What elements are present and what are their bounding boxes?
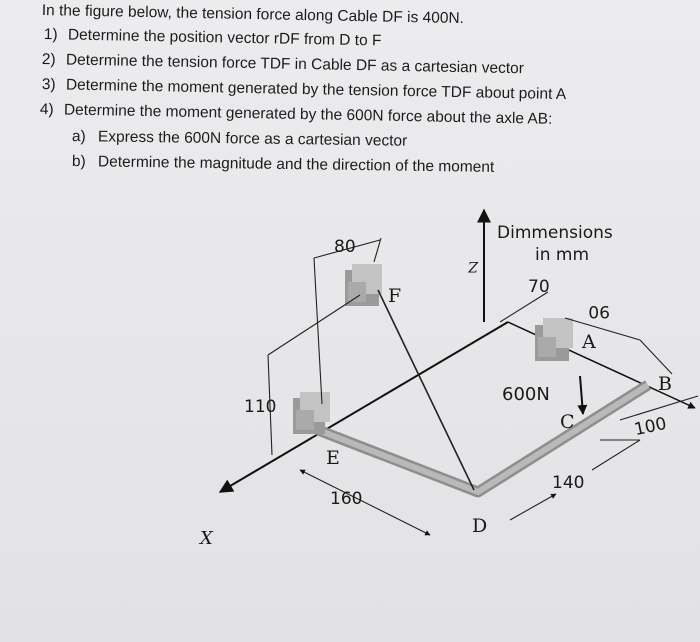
subquestion-text: Express the 600N force as a cartesian vector bbox=[97, 128, 408, 150]
axis-x-label: X bbox=[200, 528, 213, 549]
question-number: 4) bbox=[39, 101, 54, 119]
question-text: Determine the moment generated by the 600N force about the axle AB: bbox=[63, 101, 553, 128]
point-e-label: E bbox=[326, 447, 340, 469]
force-600n-arrow bbox=[580, 376, 583, 414]
dimensions-title: Dimmensions bbox=[497, 223, 613, 243]
question-text: Determine the position vector rDF from D to F bbox=[67, 26, 382, 50]
subquestion-text: Determine the magnitude and the direction of the moment bbox=[97, 153, 495, 176]
dim-110-label: 110 bbox=[244, 397, 277, 417]
dimensions-units: in mm bbox=[535, 245, 590, 265]
subquestion-number: a) bbox=[71, 128, 86, 146]
question-text: Determine the moment generated by the tension force TDF about point A bbox=[65, 76, 567, 104]
point-a-label: A bbox=[582, 331, 596, 353]
point-c-label: C bbox=[560, 411, 575, 433]
problem-intro: In the figure below, the tension force along Cable DF is 400N. bbox=[41, 2, 465, 28]
force-600n-label: 600N bbox=[502, 384, 550, 405]
dim-80-label: 80 bbox=[334, 237, 356, 257]
axis-z-label: Z bbox=[468, 258, 478, 274]
dim-90-label: 90 bbox=[588, 301, 610, 321]
dim-160-label: 160 bbox=[330, 489, 363, 509]
point-b-label: B bbox=[658, 373, 672, 395]
bracket-f bbox=[345, 264, 382, 306]
subquestion-number: b) bbox=[71, 153, 86, 171]
dim-100-label: 100 bbox=[632, 413, 669, 441]
question-text: Determine the tension force TDF in Cable DF as a cartesian vector bbox=[65, 51, 525, 78]
dim-70-label: 70 bbox=[528, 277, 550, 297]
dim-140-label: 140 bbox=[552, 473, 585, 493]
shaft bbox=[318, 385, 648, 492]
bearing-block-a bbox=[535, 318, 573, 361]
point-f-label: F bbox=[388, 285, 402, 307]
point-d-label: D bbox=[472, 515, 488, 537]
question-number: 1) bbox=[43, 26, 58, 44]
bearing-block-e bbox=[293, 392, 330, 434]
question-number: 2) bbox=[41, 51, 56, 69]
question-number: 3) bbox=[41, 76, 56, 94]
